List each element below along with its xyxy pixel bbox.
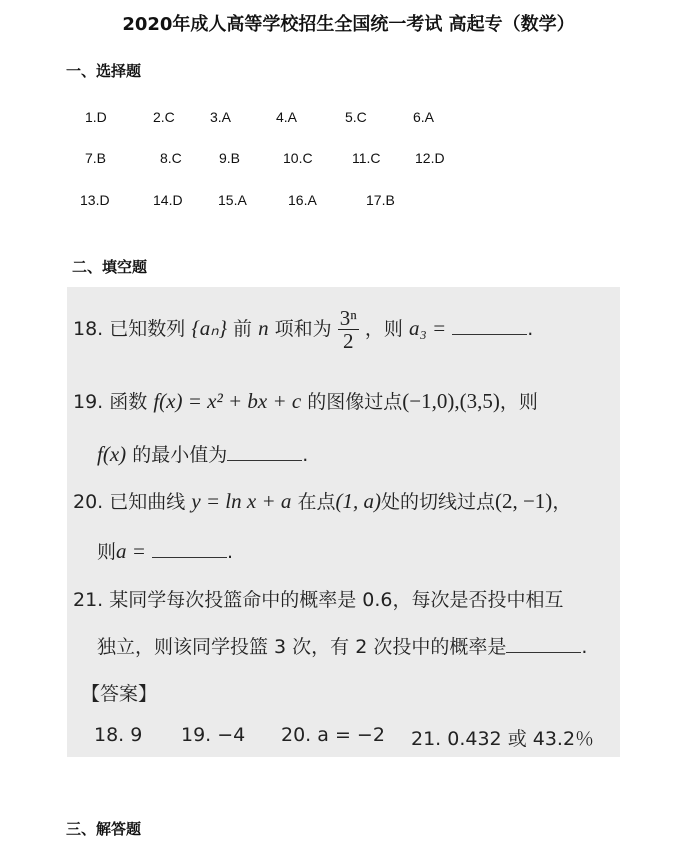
q-text: ，则 bbox=[499, 391, 538, 413]
question-18 bbox=[73, 307, 533, 352]
answer-18: 18. 9 bbox=[94, 724, 143, 746]
choice-answer: 4.A bbox=[276, 109, 298, 125]
q-text: 项和为 bbox=[274, 318, 332, 340]
q-text: ，则 bbox=[364, 318, 403, 340]
q-text: . bbox=[581, 636, 588, 658]
q-text: 独立，则该同学投篮 3 次，有 2 次投中的概率是 bbox=[97, 636, 507, 658]
choice-answer: 15.A bbox=[218, 192, 247, 208]
answer-blank bbox=[227, 442, 302, 461]
choice-answer: 11.C bbox=[352, 150, 381, 166]
choice-answer: 10.C bbox=[283, 150, 313, 166]
q-text: 前 bbox=[233, 318, 253, 340]
q-math: a₃ = bbox=[408, 316, 447, 340]
section-heading-fill: 二、填空题 bbox=[72, 258, 148, 276]
choice-answer: 9.B bbox=[219, 150, 241, 166]
choice-answer: 16.A bbox=[288, 192, 317, 208]
answer-20: 20. a = −2 bbox=[281, 724, 385, 746]
q-text: 19. 函数 bbox=[73, 391, 148, 413]
q-text: 的最小值为 bbox=[132, 444, 228, 466]
question-21-cont bbox=[97, 632, 587, 659]
section-heading-choice: 一、选择题 bbox=[66, 62, 142, 80]
question-21 bbox=[73, 585, 564, 612]
choice-answer: 6.A bbox=[413, 109, 435, 125]
q-math: f(x) bbox=[97, 442, 127, 466]
choice-answer: 8.C bbox=[160, 150, 182, 166]
choice-answer: 3.A bbox=[210, 109, 232, 125]
question-19-cont bbox=[97, 440, 308, 467]
q-math: (1, a) bbox=[335, 489, 381, 513]
q-math: f(x) = x² + bx + c bbox=[153, 389, 302, 413]
q-math: y = ln x + a bbox=[191, 489, 292, 513]
answer-blank bbox=[506, 634, 581, 653]
answer-19: 19. −4 bbox=[181, 724, 246, 746]
choice-answer: 13.D bbox=[80, 192, 110, 208]
choice-answer: 12.D bbox=[415, 150, 445, 166]
answer-21: 21. 0.432 或 43.2％ bbox=[411, 728, 595, 750]
section-heading-solve: 三、解答题 bbox=[66, 820, 142, 838]
q-text: . bbox=[527, 318, 534, 340]
q-text: . bbox=[302, 444, 309, 466]
q-math: (2, −1) bbox=[494, 489, 553, 513]
fill-in-questions-panel bbox=[67, 287, 620, 757]
q-text: 在点 bbox=[297, 491, 336, 513]
choice-answer: 5.C bbox=[345, 109, 367, 125]
q-text: 20. 已知曲线 bbox=[73, 491, 186, 513]
question-20-cont bbox=[97, 537, 233, 564]
q-text: 的图像过点 bbox=[307, 391, 403, 413]
denominator: 2 bbox=[343, 329, 354, 353]
answer-blank bbox=[152, 539, 227, 558]
q-math: {aₙ} bbox=[191, 316, 227, 340]
choice-answer: 1.D bbox=[85, 109, 107, 125]
q-text: 处的切线过点 bbox=[380, 491, 495, 513]
q-text: . bbox=[226, 541, 234, 563]
numerator: 3ⁿ bbox=[339, 306, 357, 330]
page-title: 2020年成人高等学校招生全国统一考试 高起专（数学） bbox=[122, 14, 575, 35]
q-text: 则 bbox=[97, 541, 117, 563]
choice-answer: 2.C bbox=[153, 109, 175, 125]
choice-answer: 7.B bbox=[85, 150, 107, 166]
choice-answer: 14.D bbox=[153, 192, 183, 208]
question-20 bbox=[73, 487, 571, 514]
q-math: (−1,0),(3,5) bbox=[402, 389, 500, 413]
question-19 bbox=[73, 387, 538, 414]
answer-blank bbox=[452, 316, 527, 335]
q-math: a = bbox=[116, 539, 146, 563]
fraction bbox=[338, 307, 359, 352]
q-text: 18. 已知数列 bbox=[73, 318, 186, 340]
q-text: ， bbox=[552, 491, 572, 513]
answer-label: 【答案】 bbox=[81, 683, 158, 705]
q-text: 21. 某同学每次投篮命中的概率是 0.6，每次是否投中相互 bbox=[73, 589, 564, 611]
q-math: n bbox=[258, 316, 269, 340]
choice-answer: 17.B bbox=[366, 192, 395, 208]
